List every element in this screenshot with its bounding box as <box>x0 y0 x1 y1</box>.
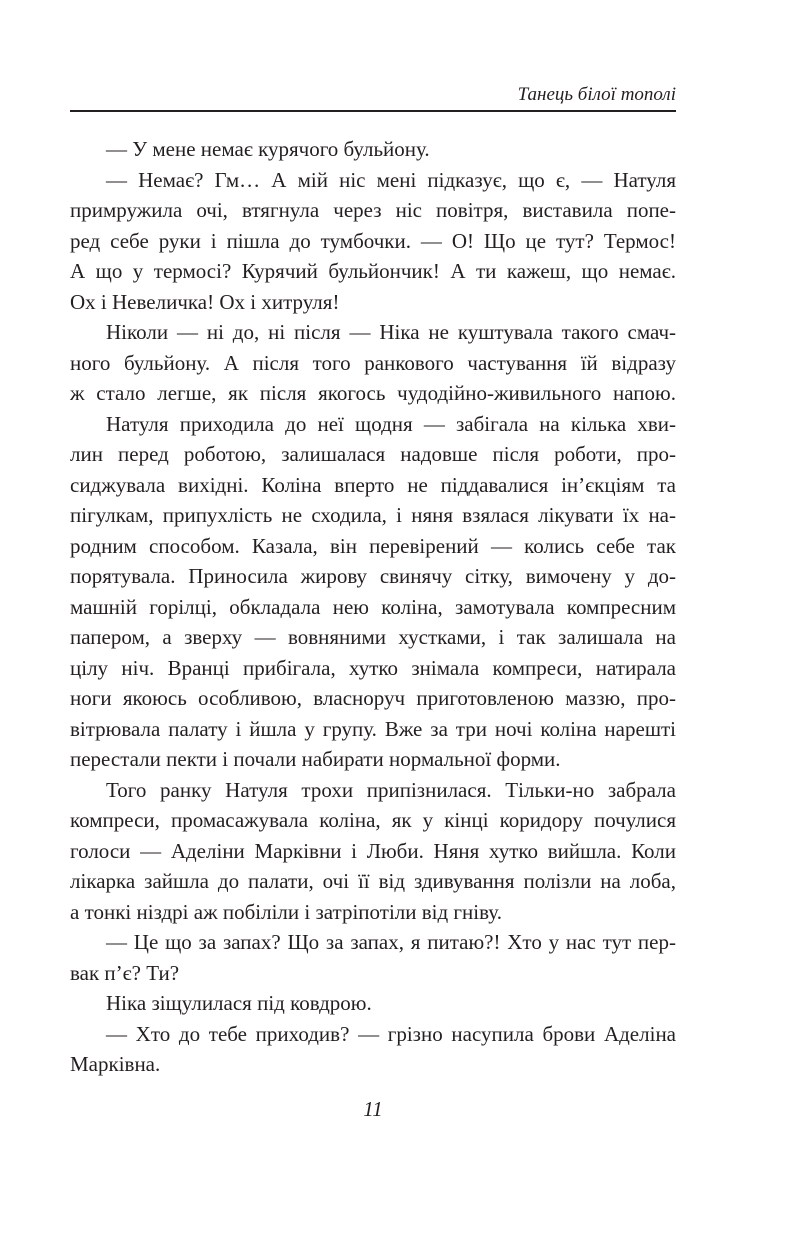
page-number: 11 <box>363 1097 383 1121</box>
text-line: ноги якоюсь особливою, власноруч приготовленою маззю, про- <box>70 686 676 710</box>
text-line: папером, а зверху — вовняними хустками, і так залишала на <box>70 625 676 649</box>
text-line: Ніка зіщулилася під ковдрою. <box>106 991 372 1015</box>
text-line: машній горілці, обкладала нею коліна, замотувала компресним <box>70 594 676 619</box>
text-line: примружила очі, втягнула через ніс повітря, виставила попе- <box>70 198 676 222</box>
text-line: — Хто до тебе приходив? — грізно насупила брови Аделіна <box>106 1021 676 1046</box>
text-line: Того ранку Натуля трохи припізнилася. Тільки-но забрала <box>106 777 676 802</box>
text-line: Марківна. <box>70 1052 161 1076</box>
text-line: вітрювала палату і йшла у групу. Вже за три ночі коліна нарешті <box>70 716 676 741</box>
text-line: ред себе руки і пішла до тумбочки. — О! Що це тут? Термос! <box>70 228 676 253</box>
text-line: ного бульйону. А після того ранкового частування їй відразу <box>70 350 676 375</box>
text-line: пігулкам, припухлість не сходила, і няня взялася лікувати їх на- <box>70 503 676 527</box>
running-head-title: Танець білої тополі <box>517 84 676 105</box>
text-line: Ніколи — ні до, ні після — Ніка не куштувала такого смач- <box>106 320 676 344</box>
text-line: голоси — Аделіни Марківни і Люби. Няня хутко вийшла. Коли <box>70 838 676 863</box>
text-line: Натуля приходила до неї щодня — забігала на кілька хви- <box>106 411 676 436</box>
text-line: — Немає? Гм… А мій ніс мені підказує, що є, — Натуля <box>106 167 676 192</box>
text-line: лин перед роботою, залишалася надовше після роботи, про- <box>70 442 676 466</box>
text-line: цілу ніч. Вранці прибігала, хутко знімала компреси, натирала <box>70 655 676 680</box>
text-line: вак п’є? Ти? <box>70 960 180 985</box>
text-line: сиджувала вихідні. Коліна вперто не піддавалися ін’єкціям та <box>70 472 676 497</box>
text-line: перестали пекти і почали набирати нормальної форми. <box>70 747 561 771</box>
text-line: — У мене немає курячого бульйону. <box>106 137 430 161</box>
text-line: компреси, промасажувала коліна, як у кінці коридору почулися <box>70 808 676 832</box>
text-line: — Це що за запах? Що за запах, я питаю?! Хто у нас тут пер- <box>106 930 676 954</box>
text-line: А що у термосі? Курячий бульйончик! А ти кажеш, що немає. <box>70 259 676 283</box>
text-line: ж стало легше, як після якогось чудодійно-живильного напою. <box>70 381 676 405</box>
header-rule <box>70 110 676 112</box>
text-line: порятувала. Приносила жирову свинячу сітку, вимочену у до- <box>70 564 676 588</box>
text-line: родним способом. Казала, він перевірений — колись себе так <box>70 533 676 558</box>
text-line: лікарка зайшла до палати, очі її від здивування полізли на лоба, <box>70 869 676 893</box>
text-line: а тонкі ніздрі аж побіліли і затріпотіли від гніву. <box>70 899 502 924</box>
body-text <box>70 134 676 1080</box>
text-line: Ох і Невеличка! Ох і хитруля! <box>70 289 340 314</box>
